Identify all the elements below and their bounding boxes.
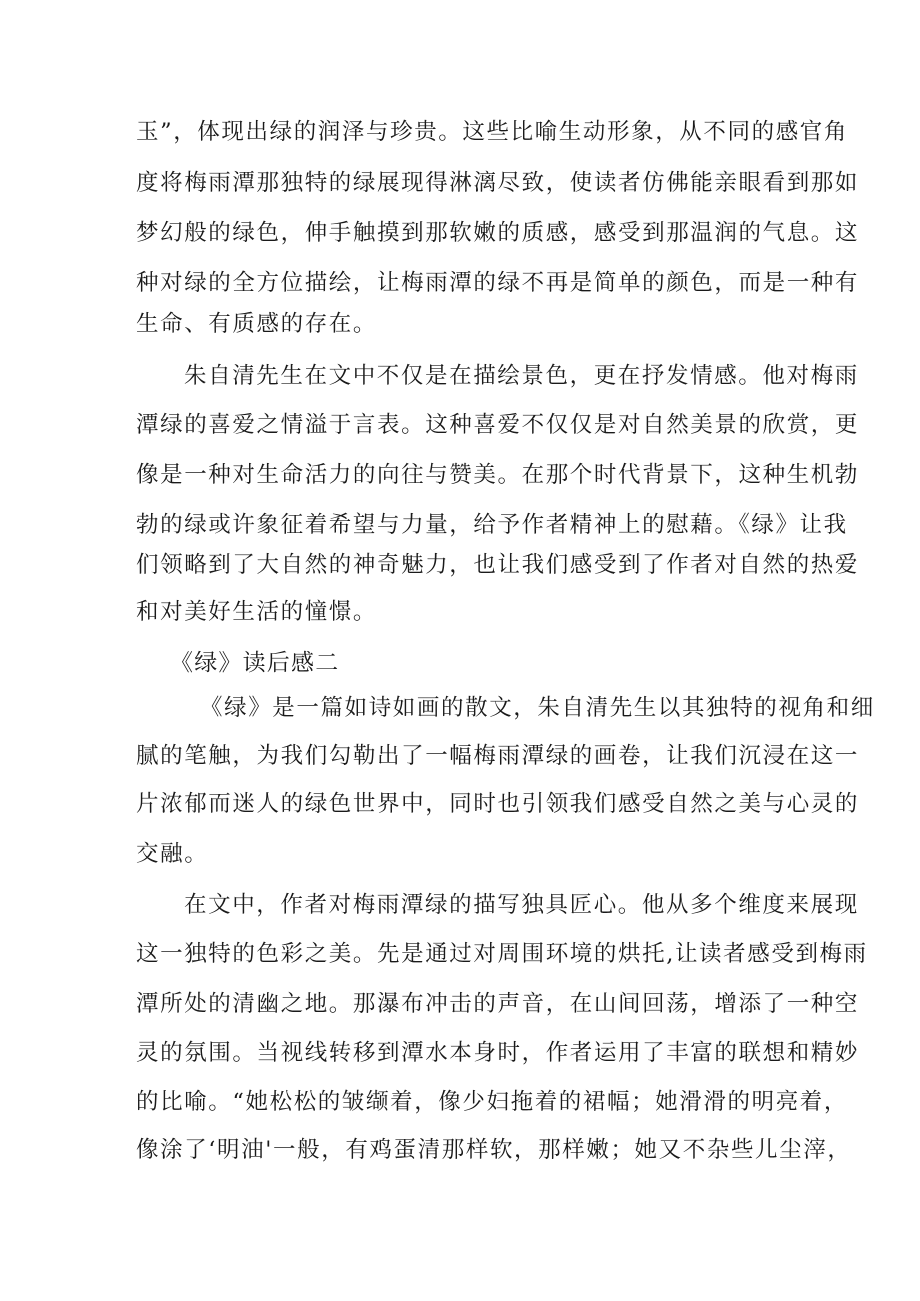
section-heading: 《绿》读后感二 — [170, 650, 340, 676]
paragraph-4-line-2: 这一独特的色彩之美。先是通过对周围环境的烘托,让读者感受到梅雨 — [136, 941, 868, 967]
paragraph-1-line-2: 度将梅雨潭那独特的绿展现得淋漓尽致，使读者仿佛能亲眼看到那如 — [136, 170, 860, 196]
paragraph-1-line-1: 玉”，体现出绿的润泽与珍贵。这些比喻生动形象，从不同的感官角 — [136, 119, 849, 145]
paragraph-4-line-4: 灵的氛围。当视线转移到潭水本身时，作者运用了丰富的联想和精妙 — [136, 1040, 860, 1066]
paragraph-2-line-2: 潭绿的喜爱之情溢于言表。这种喜爱不仅仅是对自然美景的欣赏，更 — [136, 412, 860, 438]
paragraph-1-line-3: 梦幻般的绿色，伸手触摸到那软嫩的质感，感受到那温润的气息。这 — [136, 220, 860, 246]
paragraph-3-line-2: 腻的笔触，为我们勾勒出了一幅梅雨潭绿的画卷，让我们沉浸在这一 — [136, 743, 860, 769]
paragraph-1-line-5: 生命、有质感的存在。 — [136, 311, 378, 337]
paragraph-3-line-3: 片浓郁而迷人的绿色世界中，同时也引领我们感受自然之美与心灵的 — [136, 791, 860, 817]
paragraph-2-line-4: 勃的绿或许象征着希望与力量，给予作者精神上的慰藉。《绿》让我 — [136, 512, 848, 538]
paragraph-4-line-3: 潭所处的清幽之地。那瀑布冲击的声音，在山间回荡，增添了一种空 — [136, 991, 860, 1017]
paragraph-2-line-6: 和对美好生活的憧憬。 — [136, 599, 378, 625]
paragraph-4-line-5: 的比喻。“她松松的皱缬着，像少妇拖着的裙幅；她滑滑的明亮着， — [136, 1089, 849, 1115]
paragraph-3-line-4: 交融。 — [136, 841, 209, 867]
paragraph-4-line-1: 在文中，作者对梅雨潭绿的描写独具匠心。他从多个维度来展现 — [184, 892, 859, 918]
paragraph-1-line-4: 种对绿的全方位描绘，让梅雨潭的绿不再是简单的颜色，而是一种有 — [136, 270, 860, 296]
paragraph-4-line-6: 像涂了‘明油'一般，有鸡蛋清那样软，那样嫩；她又不杂些儿尘滓， — [136, 1137, 852, 1163]
paragraph-2-line-3: 像是一种对生命活力的向往与赞美。在那个时代背景下，这种生机勃 — [136, 462, 860, 488]
paragraph-2-line-1: 朱自清先生在文中不仅是在描绘景色，更在抒发情感。他对梅雨 — [184, 363, 859, 389]
paragraph-3-line-1: 《绿》是一篇如诗如画的散文，朱自清先生以其独特的视角和细 — [200, 695, 875, 721]
paragraph-2-line-5: 们领略到了大自然的神奇魅力，也让我们感受到了作者对自然的热爱 — [136, 552, 860, 578]
